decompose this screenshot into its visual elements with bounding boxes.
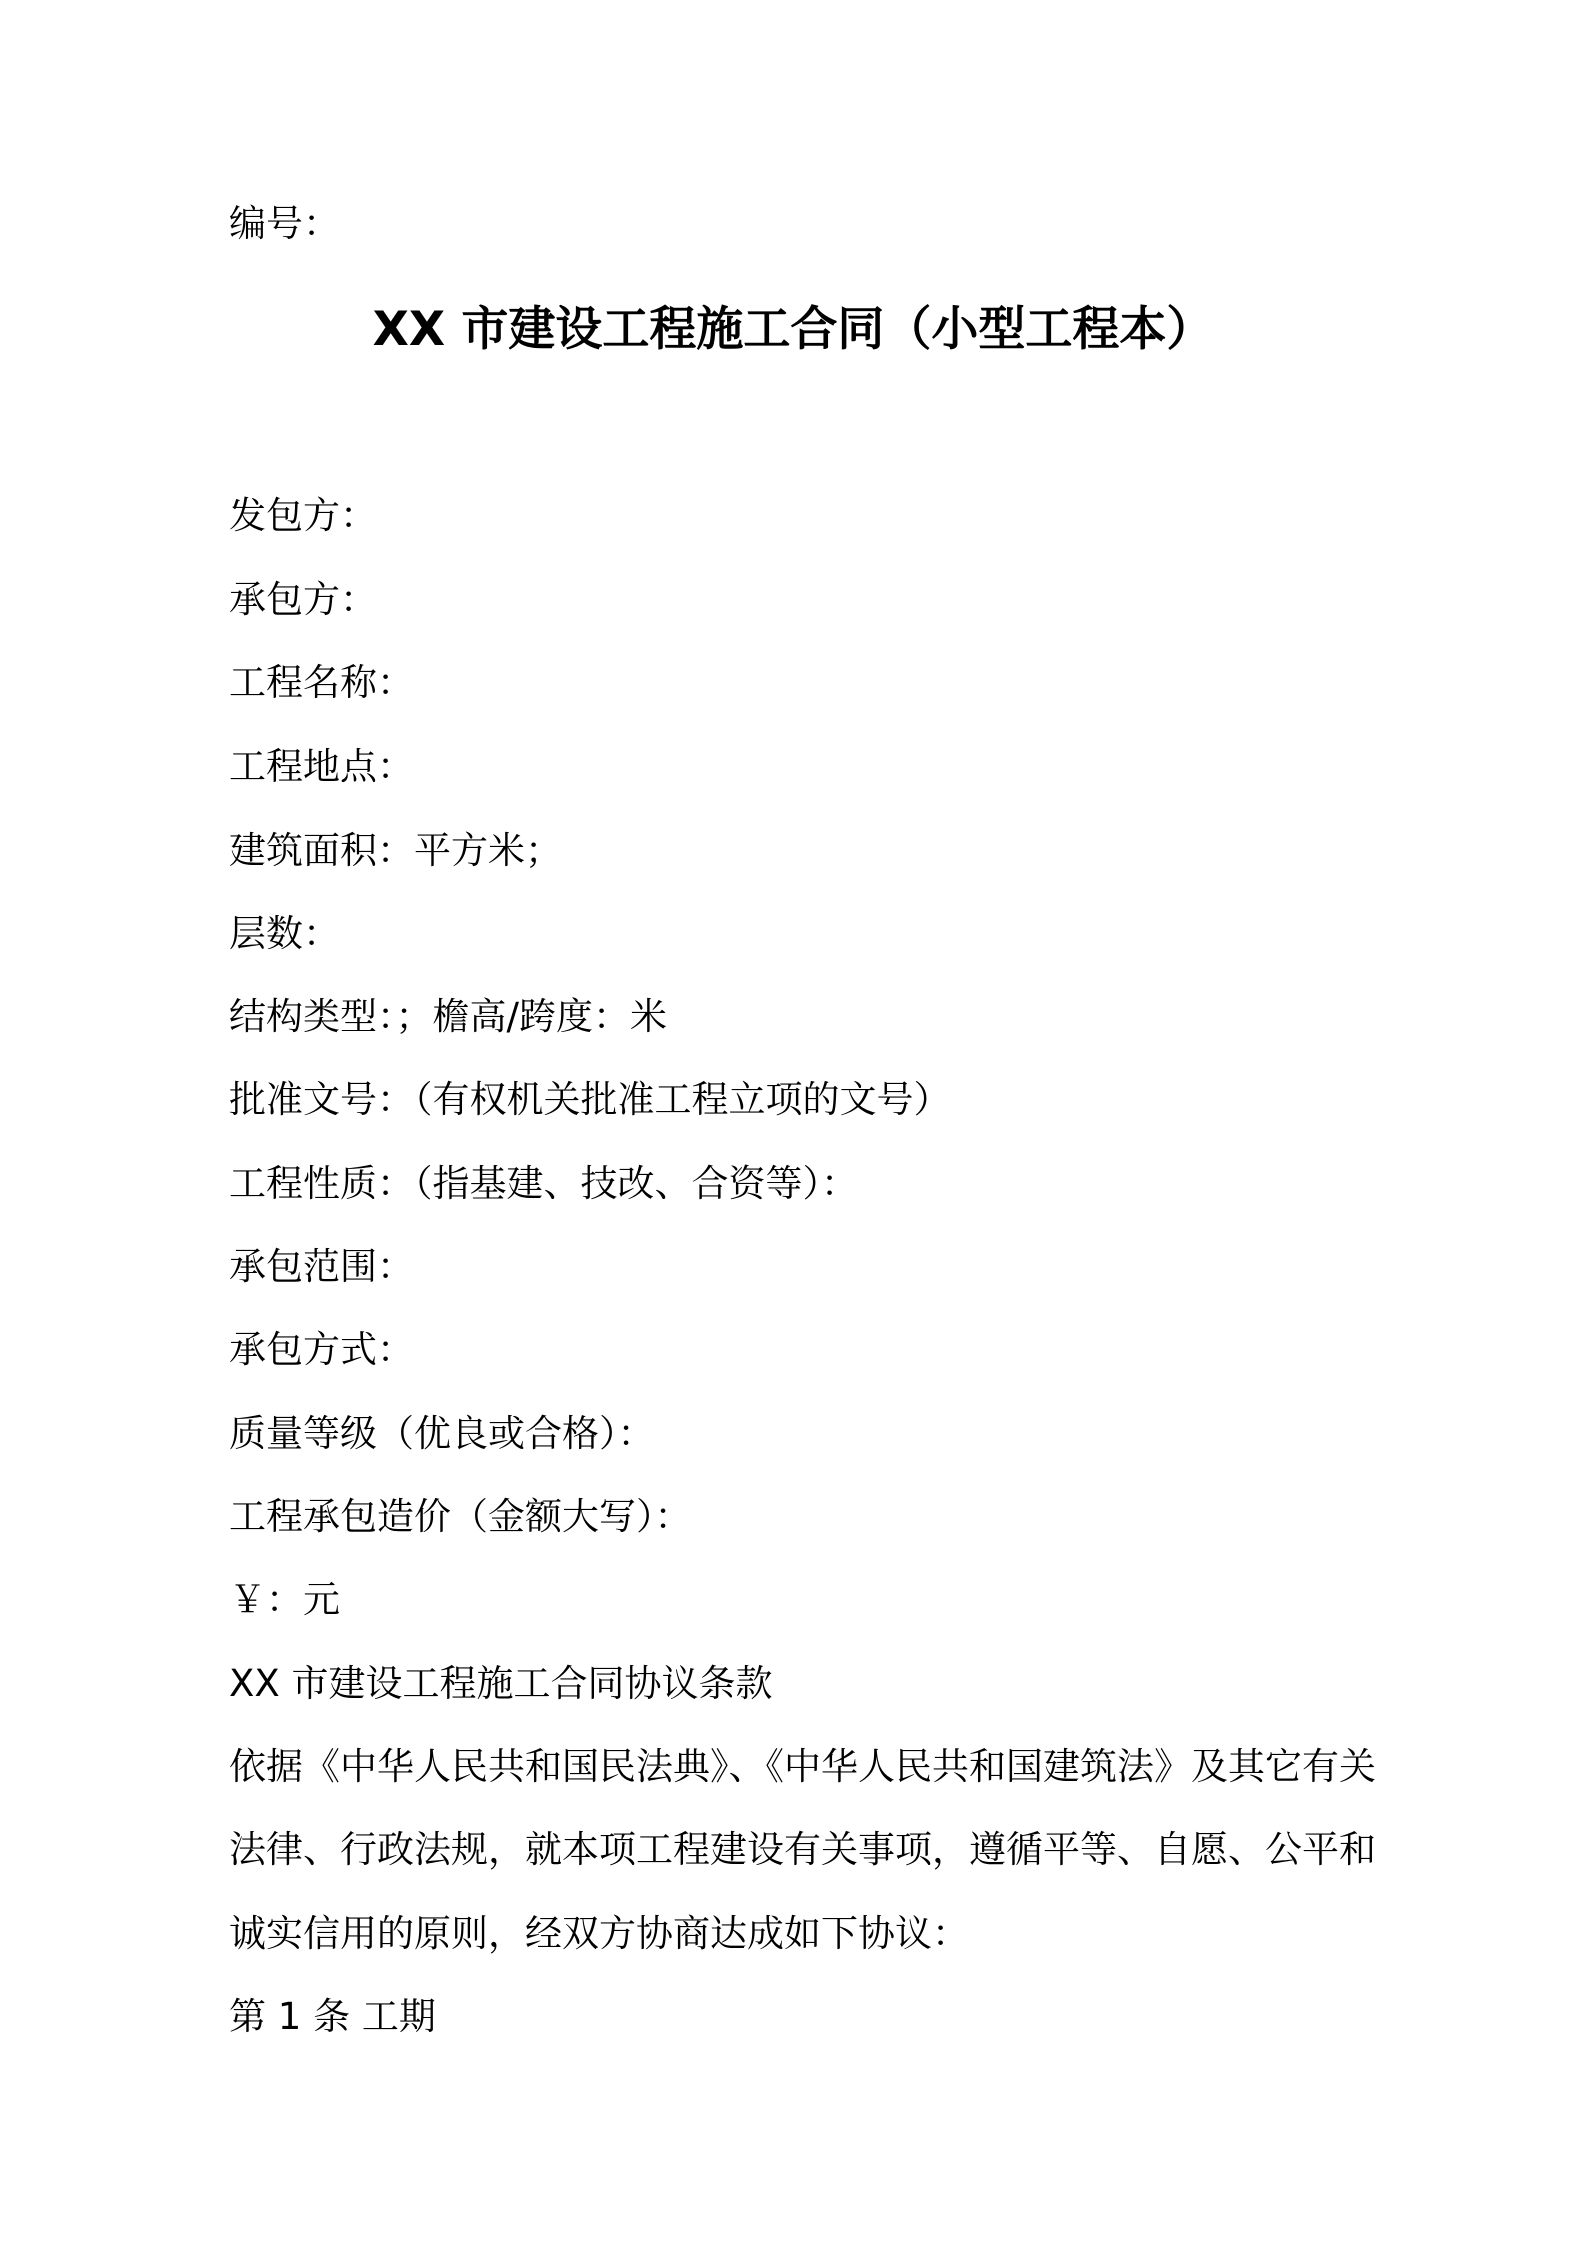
field-approval-number: 批准文号：（有权机关批准工程立项的文号） (229, 1078, 951, 1121)
field-floors: 层数： (229, 912, 340, 955)
field-price-yuan: ￥：元 (229, 1578, 340, 1621)
intro-line-3: 诚实信用的原则，经双方协商达成如下协议： (229, 1912, 969, 1955)
field-contractor: 承包方： (229, 578, 377, 621)
document-number-label: 编号： (229, 202, 340, 245)
field-project-location: 工程地点： (229, 745, 414, 788)
intro-line-1: 依据《中华人民共和国民法典》、《中华人民共和国建筑法》及其它有关 (229, 1745, 1376, 1788)
field-contract-method: 承包方式： (229, 1328, 414, 1371)
field-quality-grade: 质量等级（优良或合格）： (229, 1412, 655, 1455)
clauses-heading: XX 市建设工程施工合同协议条款 (229, 1662, 773, 1705)
field-contract-price: 工程承包造价（金额大写）： (229, 1495, 692, 1538)
intro-line-2: 法律、行政法规，就本项工程建设有关事项，遵循平等、自愿、公平和 (229, 1828, 1376, 1871)
article-1-heading: 第 1 条 工期 (229, 1995, 436, 2038)
field-employer: 发包方： (229, 494, 377, 537)
field-project-nature: 工程性质：（指基建、技改、合资等）： (229, 1162, 858, 1205)
field-contract-scope: 承包范围： (229, 1245, 414, 1288)
field-building-area: 建筑面积：平方米； (229, 829, 562, 872)
field-project-name: 工程名称： (229, 661, 414, 704)
document-title: XX 市建设工程施工合同（小型工程本） (372, 302, 1214, 357)
field-structure-type: 结构类型：；檐高/跨度：米 (229, 995, 667, 1038)
